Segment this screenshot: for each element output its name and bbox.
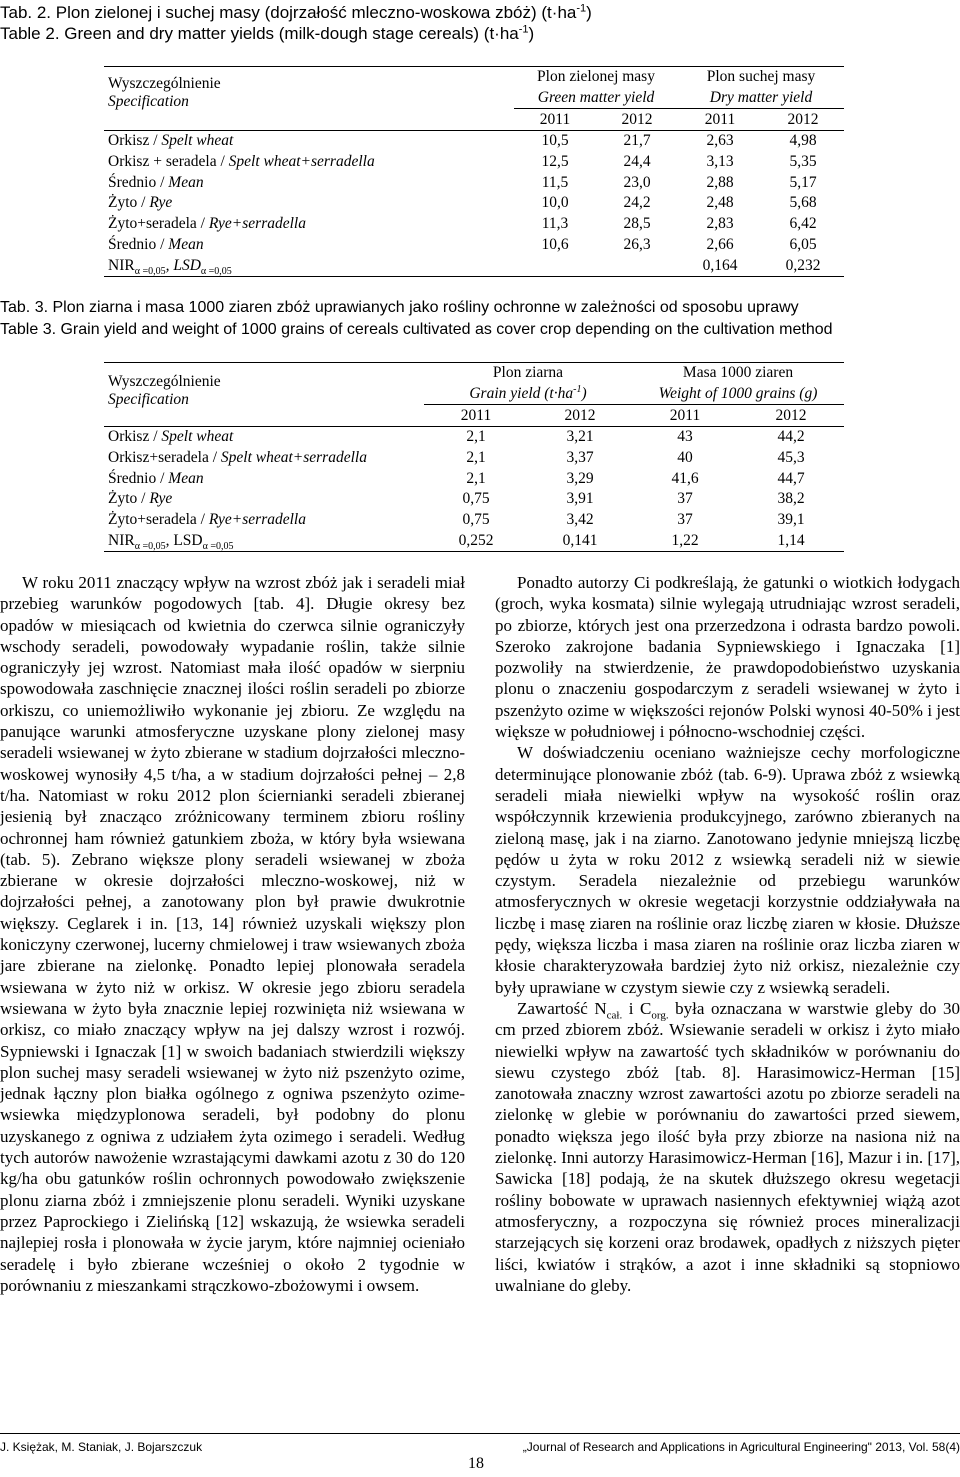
grain-weight-header: Masa 1000 ziaren: [632, 363, 844, 384]
table-cell: [514, 255, 596, 276]
table-cell: 26,3: [623, 235, 651, 253]
table-row: [104, 448, 844, 469]
row-label: Orkisz+seradela /: [108, 449, 221, 467]
row-label-en: Spelt wheat: [161, 132, 234, 150]
page-number: 18: [468, 1455, 484, 1472]
year-header: 2012: [762, 109, 844, 131]
table-cell: 6,05: [789, 235, 817, 253]
table-cell: 1,14: [738, 531, 844, 552]
row-label-en: Spelt wheat+serradella: [228, 153, 375, 171]
footer-authors: J. Księżak, M. Staniak, J. Bojarszczuk: [0, 1440, 203, 1454]
table-row: [104, 172, 844, 193]
row-label: Żyto+seradela /: [108, 215, 209, 233]
row-label-en: Mean: [168, 173, 204, 191]
table-cell: 24,4: [623, 153, 651, 171]
year-header: 2011: [514, 109, 596, 131]
nir-sub: α =0,05: [134, 265, 166, 277]
lsd-label: , LSD: [165, 531, 203, 549]
table-cell: 3,21: [566, 428, 594, 446]
year-header: 2011: [678, 109, 762, 131]
table-cell: 4,98: [789, 132, 817, 150]
table-cell: 3,91: [566, 490, 594, 508]
row-label: Orkisz /: [108, 428, 162, 446]
table-cell: 2,1: [466, 428, 486, 446]
row-label-en: Mean: [168, 469, 204, 487]
table-cell: 10,6: [541, 235, 569, 253]
row-label: Średnio /: [108, 173, 169, 191]
dry-matter-header: Plon suchej masy: [678, 67, 844, 88]
table-row: [104, 235, 844, 256]
table-cell: 6,42: [789, 215, 817, 233]
table2-caption-pl: Tab. 2. Plon zielonej i suchej masy (dojrzałość mleczno-woskowa zbóż) $(t\cdot ha^{-1})$: [0, 2, 592, 22]
table-cell: 5,17: [789, 173, 817, 191]
row-label: Żyto /: [108, 194, 150, 212]
table-row: [104, 468, 844, 489]
table-cell: [596, 255, 678, 276]
table-row: [104, 510, 844, 531]
table-row: [104, 131, 844, 152]
table-row: [104, 427, 844, 448]
table-cell: 5,35: [789, 153, 817, 171]
table-row: [104, 214, 844, 235]
table-cell: 2,63: [706, 132, 734, 150]
paragraph: W roku 2011 znaczący wpływ na wzrost zbóż jak i seradeli miał przebieg warunków pogodowych [tab. 4]. Długie okresy bez opadów w miesiącach od kwietnia do czerwca silnie ograniczyły wschody seradeli, powodowały wypadanie roślin, także silnie ograniczyły jej wzrost. Natomiast mała ilość opadów w sierpniu spowodowała zaschnięcie znacznej ilości roślin seradeli po zbiorze orkiszu, co uniemożliwiło wykonanie jej zbioru. Ze względu na panujące warunki atmosferyczne uzyskane plony zielonej masy seradeli wsiewanej w żyto zbierane w stadium dojrzałości mleczno-woskowej wynosiły 4,5 t/ha, a w stadium dojrzałości pełnej – 2,8 t/ha. Natomiast w roku 2012 plon ścierniankі seradeli zbieranej jesienią był znacząco zróżnicowany terminem zbioru rośliny ochronnej ham również gatunkiem zboża, w który była wsiewana (tab. 5). Zebrano większe plony seradeli wsiewanej w zboża zbierane w okresie dojrzałości mleczno-woskowej, niż w dojrzałości pełnej, a zanotowany plon był prawie dwukrotnie większy. Ceglarek i in. [13, 14] również uzyskali większy plon koniczyny czerwonej, lucerny chmielowej i traw wsiewanych zboża jare zbierane na zielonkę. Ponadto lepiej plonowała seradela wsiewana w żyto niż w orkisz. W okresie jego zbioru seradela wsiewana w żyto była znacznie lepiej rozwinięta niż wsiewana w orkisz, co miało znaczący wpływ na jej dalszy wzrost i rozwój. Sypniewski i Ignaczak [1] w swoich badaniach stwierdzili większy plon suchej masy seradeli wsiewanej w żyto niż pszenżyto ozime, jednak łączny plon białka ogólnego z ogniwa pszenżyto ozime-wsiewka międzyplonowa seradeli, był podobny do plonu uzyskanego z ogniwa z udziałem żyta ozimego i seradeli. Według tych autorów nawożenie wzrastającymi dawkami azotu z 30 do 120 kg/ha obu gatunków roślin ochronnych powodowało zwiększenie plonu ziarna zbóż i zmniejszenie plonu seradeli. Wyniki uzyskane przez Paprockiego i Zielińską [12] wskazują, że wsiewka seradeli najlepiej rosła i plonowała w życie jarym, które najmniej ocieniało seradelę i było zbierane wcześniej o około 2 tygodnie w porównaniu z mieszankami strączkowo-zbożowymi i owsem.: [0, 573, 465, 1295]
lsd-label: , LSD: [165, 256, 201, 274]
spec-header: Wyszczególnienie Specification: [104, 67, 514, 131]
year-header: 2012: [596, 109, 678, 131]
row-label-en: Spelt wheat: [161, 428, 234, 446]
year-header: 2012: [528, 405, 632, 427]
table-row: [104, 193, 844, 214]
table-cell: 44,2: [777, 428, 805, 446]
table-cell: 23,0: [623, 173, 651, 191]
row-label: Żyto /: [108, 490, 150, 508]
left-column: [0, 572, 465, 1296]
table-row: [104, 152, 844, 173]
nir-sub: α =0,05: [134, 540, 166, 552]
lsd-sub: α =0,05: [200, 265, 232, 277]
table-cell: 39,1: [777, 511, 805, 529]
table-cell: 0,252: [424, 531, 528, 552]
row-label: Żyto+seradela /: [108, 511, 209, 529]
table-cell: 2,66: [706, 235, 734, 253]
row-label-en: Rye+serradella: [208, 215, 306, 233]
table-cell: 0,232: [762, 255, 844, 276]
footer-rule: [0, 1433, 960, 1434]
table3-caption-pl: Tab. 3. Plon ziarna i masa 1000 ziaren zbóż uprawianych jako rośliny ochronne w zależności od sposobu uprawy: [0, 299, 799, 316]
table-cell: 44,7: [777, 469, 805, 487]
table-cell: 21,7: [623, 132, 651, 150]
paragraph: Ponadto autorzy Ci podkreślają, że gatunki o wiotkich łodygach (groch, wyka kosmata) silnie wylegają utrudniając wzrost seradeli, po zbiorze, których jest ona przerzedzona i odrasta bardzo powoli. Szeroko zakrojone badania Sypniewskiego i Ignaczaka [1] pozwoliły na stwierdzenie, że prawdopodobieństwo uzyskania plonu o znaczeniu gospodarczym z seradeli wsiewanej w żyto i pszenżyto ozime w większości rejonów Polski wynosi 40-50% i jest większe w południowej i północno-wschodniej części.: [495, 573, 960, 742]
nir-row: [104, 531, 844, 552]
nir-label: NIR: [108, 256, 135, 274]
table-cell: 43: [677, 428, 693, 446]
table-cell: 2,83: [706, 215, 734, 233]
right-column: [495, 572, 960, 1296]
green-matter-header: Plon zielonej masy: [514, 67, 678, 88]
lsd-sub: α =0,05: [202, 540, 234, 552]
paragraph: Zawartość $N_{cał.}$ i $C_{org.}$ była oznaczana w warstwie gleby do 30 cm przed zbiorem zbóż. Wsiewanie seradeli w orkisz i żyto miało niewielki wpływ na zawartość tych składników w porównaniu do siewu czystego zbóż [tab. 8]. Harasimowicz-Herman [15] zanotowała znaczny wzrost zawartości azotu po zbiorze seradeli na zielonkę w glebie w porównaniu do zawartości przed siewem, ponadto większa jego ilość była przy zbiorze na nasiona niż na zielonkę. Inni autorzy Harasimowicz-Herman [16], Mazur i in. [17], Sawicka [18] podają, że na skutek dłuższego okresu wegetacji rośliny bobowate w uprawach nasiennych efektywniej wiążą azot atmosferyczny, a rozpoczyna się również proces mineralizacji starzejących się korzeni oraz brodawek, opadłych z niższych pięter liści, kwiatów i strąków, a azot i inne składniki są stopniowo uwalniane do gleby.: [495, 998, 960, 1295]
table-cell: 0,141: [528, 531, 632, 552]
table-cell: 10,0: [541, 194, 569, 212]
row-label-en: Rye: [149, 490, 173, 508]
row-label: Orkisz /: [108, 132, 162, 150]
row-label: Średnio /: [108, 469, 169, 487]
table-cell: 1,22: [632, 531, 738, 552]
year-header: 2011: [632, 405, 738, 427]
row-label-en: Spelt wheat+serradella: [220, 449, 367, 467]
table3-caption-en: Table 3. Grain yield and weight of 1000 grains of cereals cultivated as cover crop depending on the cultivation method: [0, 321, 833, 338]
table-cell: 3,37: [566, 449, 594, 467]
table-cell: 38,2: [777, 490, 805, 508]
grain-weight-header-en: Weight of 1000 grains (g): [658, 385, 818, 403]
table-cell: 2,88: [706, 173, 734, 191]
table-cell: 12,5: [541, 153, 569, 171]
table-cell: 24,2: [623, 194, 651, 212]
table-cell: 45,3: [777, 449, 805, 467]
table-cell: 37: [677, 511, 693, 529]
row-label-en: Mean: [168, 235, 204, 253]
table-cell: 2,1: [466, 449, 486, 467]
row-label-en: Rye: [149, 194, 173, 212]
green-matter-header-en: Green matter yield: [537, 89, 655, 107]
year-header: 2011: [424, 405, 528, 427]
dry-matter-header-en: Dry matter yield: [709, 89, 813, 107]
row-label: Średnio /: [108, 235, 169, 253]
nir-row: [104, 255, 844, 276]
spec-header: Wyszczególnienie Specification: [104, 363, 424, 427]
table-cell: 3,13: [706, 153, 734, 171]
table-cell: 0,164: [678, 255, 762, 276]
grain-yield-header-en: Grain yield $(t\cdot ha^{-1})$: [469, 383, 587, 403]
row-label: Orkisz + seradela /: [108, 153, 229, 171]
table-cell: 41,6: [671, 469, 699, 487]
table-cell: 28,5: [623, 215, 651, 233]
nir-label: NIR: [108, 531, 135, 549]
table-cell: 11,3: [541, 215, 569, 233]
table-cell: 2,1: [466, 469, 486, 487]
table-cell: 5,68: [789, 194, 817, 212]
table-cell: 0,75: [462, 490, 490, 508]
row-label-en: Rye+serradella: [208, 511, 306, 529]
paragraph: W doświadczeniu oceniano ważniejsze cechy morfologiczne determinujące plonowanie zbóż (tab. 6-9). Uprawa zbóż z wsiewką seradeli miała niewielki wpływ na wysokość roślin oraz współczynnik krzewienia produkcyjnego, zarówno zbieranych na zieloną masę, jak i na ziarno. Zanotowano jedynie mniejszą liczbę pędów u żyta w roku 2012 z wsiewką seradeli niż w siewie czystym. Seradela niezależnie od przebiegu warunków atmosferycznych w okresie wegetacji korzystnie oddziaływała na liczbę i masę ziaren na roślinie oraz liczbę ziaren w kłosie. Dłuższe pędy, większa liczba i masa ziaren na roślinie oraz liczba ziaren w kłosie charakteryzowała bardziej żyto niż orkisz, niezależnie czy były uprawiane w czystym siewie czy z wsiewką seradeli.: [495, 743, 960, 997]
footer-journal: „Journal of Research and Applications in Agricultural Engineering" 2013, Vol. 58(4): [522, 1440, 960, 1454]
table-cell: 10,5: [541, 132, 569, 150]
table-3: [104, 362, 844, 552]
table-cell: 0,75: [462, 511, 490, 529]
grain-yield-header: Plon ziarna: [424, 363, 632, 384]
table-cell: 3,29: [566, 469, 594, 487]
table2-caption-en: Table 2. Green and dry matter yields (milk-dough stage cereals) $(t\cdot ha^{-1})$: [0, 23, 535, 43]
table-cell: 2,48: [706, 194, 734, 212]
table-cell: 40: [677, 449, 693, 467]
table-row: [104, 489, 844, 510]
table-2: [104, 66, 844, 277]
table-cell: 37: [677, 490, 693, 508]
year-header: 2012: [738, 405, 844, 427]
table-cell: 3,42: [566, 511, 594, 529]
table-cell: 11,5: [541, 173, 569, 191]
